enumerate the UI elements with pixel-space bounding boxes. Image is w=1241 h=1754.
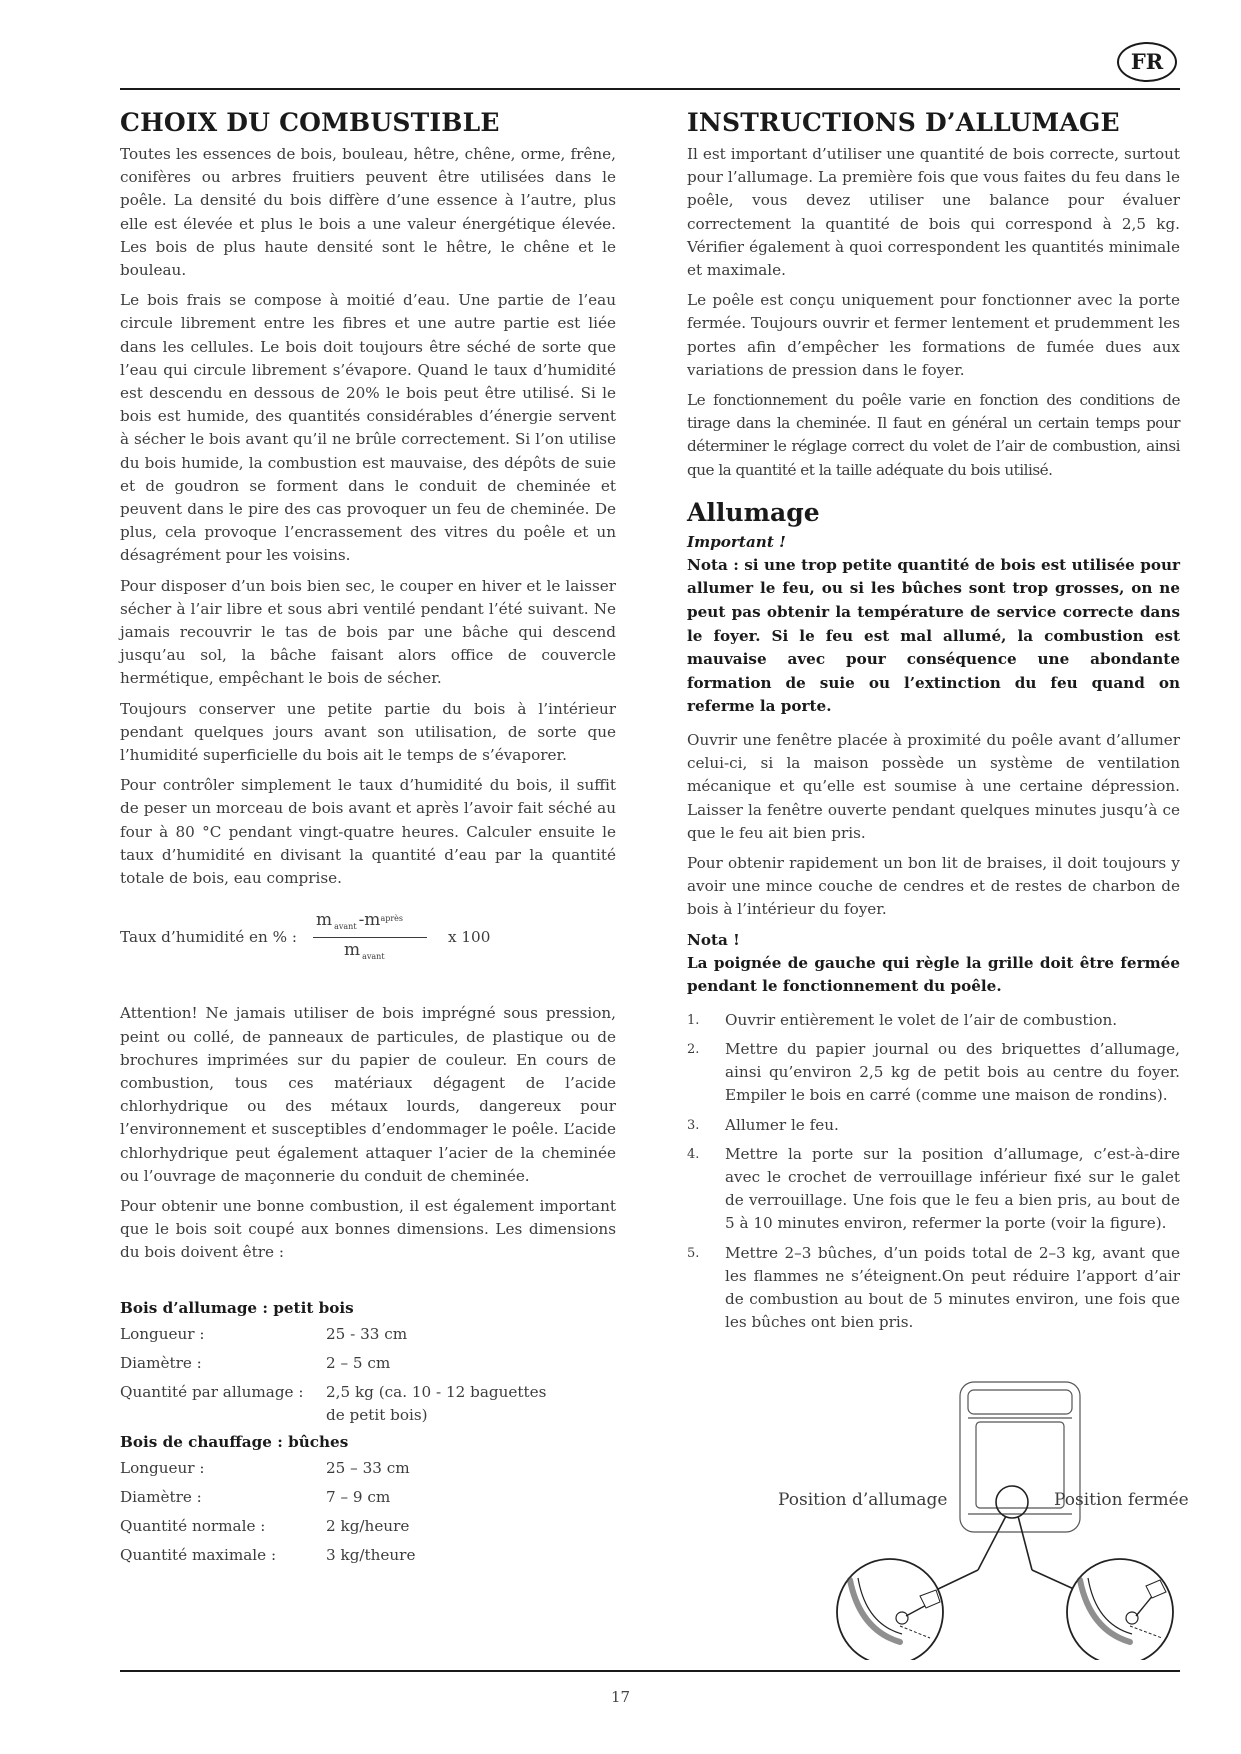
warning-note: Nota : si une trop petite quantité de bois est utilisée pour allumer le feu, ou si les bûches sont trop grosses, on ne peut pas obtenir la température de service correcte dans le foyer. Si le feu est mal allumé, la combustion est mauvaise avec pour conséquence une abondante formation de suie ou l’extinction du feu quand on referme la porte. xyxy=(687,555,1180,716)
spec-row: Longueur : 25 - 33 cm xyxy=(120,1324,408,1343)
paragraph: Pour obtenir une bonne combustion, il est également important que le bois soit coupé aux bonnes dimensions. Les dimensions du bois doivent être : xyxy=(120,1196,616,1262)
paragraph: Il est important d’utiliser une quantité de bois correcte, surtout pour l’allumage. La première fois que vous faites du feu dans le poêle, vous devez utiliser une balance pour évaluer correctement la quantité de bois qui correspond à 2,5 kg. Vérifier également à quoi correspondent les quantités minimale et maximale. xyxy=(687,145,1180,280)
paragraph: Pour disposer d’un bois bien sec, le couper en hiver et le laisser sécher à l’air libre et sous abri ventilé pendant l’été suivant. Ne jamais recouvrir le tas de bois par une bâche qui descend jusqu’au sol, la bâche faisant alors office de couvercle hermétique, empêchant le bois de sécher. xyxy=(120,576,616,688)
paragraph: Pour contrôler simplement le taux d’humidité du bois, il suffit de peser un morceau de bois avant et après l’avoir fait séché au four à 80 °C pendant vingt-quatre heures. Calculer ensuite le taux d’humidité en divisant la quantité d’eau par la quantité totale de bois, eau comprise. xyxy=(120,776,616,888)
paragraph: Toujours conserver une petite partie du bois à l’intérieur pendant quelques jours avant son utilisation, de sorte que l’humidité superficielle du bois ait le temps de s’évaporer. xyxy=(120,699,616,765)
spec-row: Diamètre : 7 – 9 cm xyxy=(120,1487,391,1506)
figure-label-lighting: Position d’allumage xyxy=(778,1490,948,1510)
list-item: 5. Mettre 2–3 bûches, d’un poids total de 2–3 kg, avant que les flammes ne s’éteignent.On peut réduire l’apport d’air de combustion au bout de 5 minutes environ, une fois que les bûches ont bien pris. xyxy=(687,1243,1180,1332)
paragraph: Le bois frais se compose à moitié d’eau. Une partie de l’eau circule librement entre les fibres et une autre partie est liée dans les cellules. Le bois doit toujours être séché de sorte que l’eau qui circule librement s’évapore. Quand le taux d’humidité est descendu en dessous de 20% le bois peut être utilisé. Si le bois est humide, des quantités considérables d’énergie servent à sécher le bois avant qu’il ne brûle correctement. Si l’on utilise du bois humide, la combustion est mauvaise, des dépôts de suie et de goudron se forment dans le conduit de cheminée et peuvent dans le pire des cas provoquer un feu de cheminée. De plus, cela provoque l’encrassement des vitres du poêle et un désagrément pour les voisins. xyxy=(120,291,616,565)
important-label: Important ! xyxy=(687,532,786,551)
header-rule xyxy=(120,88,1180,90)
fraction-bar xyxy=(313,937,427,938)
spec-row: Longueur : 25 – 33 cm xyxy=(120,1458,410,1477)
kindling-spec-list xyxy=(120,1323,616,1427)
section-title-fuel: CHOIX DU COMBUSTIBLE xyxy=(120,108,500,137)
right-column xyxy=(687,108,1180,1340)
formula-multiplier: x 100 xyxy=(448,928,491,947)
spec-row: Quantité par allumage : 2,5 kg (ca. 10 - 12 baguettes de petit bois) xyxy=(120,1382,547,1424)
humidity-formula xyxy=(120,910,616,974)
formula-denominator: m $_{avant}$ xyxy=(344,940,385,962)
spec-row: Quantité normale : 2 kg/heure xyxy=(120,1516,410,1535)
paragraph: Le poêle est conçu uniquement pour fonctionner avec la porte fermée. Toujours ouvrir et fermer lentement et prudemment les portes afin d’empêcher les formations de fumée dues aux variations de pression dans le foyer. xyxy=(687,291,1180,379)
formula-label: Taux d’humidité en % : xyxy=(120,928,298,947)
closed-position-detail-icon xyxy=(1067,1559,1173,1660)
language-badge: FR xyxy=(1117,42,1177,82)
list-item: 4. Mettre la porte sur la position d’allumage, c’est-à-dire avec le crochet de verrouillage inférieur fixé sur le galet de verrouillage. Une fois que le feu a bien pris, au bout de 5 à 10 minutes environ, refermer la porte (voir la figure). xyxy=(687,1144,1180,1233)
door-position-figure xyxy=(780,1380,1200,1660)
spec-row: Quantité maximale : 3 kg/theure xyxy=(120,1545,416,1564)
formula-numerator: m $_{avant}$ $-m^{après}$ xyxy=(316,910,403,932)
nota-label: Nota ! xyxy=(687,930,740,949)
kindling-heading: Bois d’allumage : petit bois xyxy=(120,1298,354,1317)
detail-marker-icon xyxy=(996,1486,1028,1518)
list-item: 1. Ouvrir entièrement le volet de l’air de combustion. xyxy=(687,1010,1118,1029)
page-number: 17 xyxy=(610,1688,631,1706)
footer-rule xyxy=(120,1670,1180,1672)
paragraph: Pour obtenir rapidement un bon lit de braises, il doit toujours y avoir une mince couche de cendres et de restes de charbon de bois à l’intérieur du foyer. xyxy=(687,854,1180,919)
paragraph: Ouvrir une fenêtre placée à proximité du poêle avant d’allumer celui-ci, si la maison possède un système de ventilation mécanique et qu’elle est soumise à une certaine dépression. Laisser la fenêtre ouverte pendant quelques minutes jusqu’à ce que le feu ait bien pris. xyxy=(687,731,1180,842)
subsection-title-lighting: Allumage xyxy=(687,497,820,527)
lighting-position-detail-icon xyxy=(837,1559,943,1660)
list-item: 3. Allumer le feu. xyxy=(687,1115,839,1134)
lighting-steps xyxy=(687,1009,1180,1335)
list-item: 2. Mettre du papier journal ou des briquettes d’allumage, ainsi qu’environ 2,5 kg de petit bois au centre du foyer. Empiler le bois en carré (comme une maison de rondins). xyxy=(687,1040,1180,1105)
paragraph: Le fonctionnement du poêle varie en fonction des conditions de tirage dans la cheminée. Il faut en général un certain temps pour déterminer le réglage correct du volet de l’air de combustion, ainsi que la quantité et la taille adéquate du bois utilisé. xyxy=(687,391,1180,479)
section-title-lighting: INSTRUCTIONS D’ALLUMAGE xyxy=(687,108,1120,137)
paragraph: Attention! Ne jamais utiliser de bois imprégné sous pression, peint ou collé, de panneaux de particules, de plastique ou de brochures imprimées sur du papier de couleur. En cours de combustion, tous ces matériaux dégagent de l’acide chlorhydrique ou des métaux lourds, dangereux pour l’environnement et susceptibles d’endommager le poêle. L’acide chlorhydrique peut également attaquer l’acier de la cheminée ou l’ouvrage de maçonnerie du conduit de cheminée. xyxy=(120,1004,616,1185)
logs-heading: Bois de chauffage : bûches xyxy=(120,1432,349,1451)
grate-note: La poignée de gauche qui règle la grille doit être fermée pendant le fonctionnement du poêle. xyxy=(687,953,1180,996)
paragraph: Toutes les essences de bois, bouleau, hêtre, chêne, orme, frêne, conifères ou arbres fruitiers peuvent être utilisées dans le poêle. La densité du bois diffère d’une essence à l’autre, plus elle est élevée et plus le bois a une valeur énergétique élevée. Les bois de plus haute densité sont le hêtre, le chêne et le bouleau. xyxy=(120,145,616,280)
stove-diagram xyxy=(780,1380,1200,1660)
left-column xyxy=(120,108,616,1573)
figure-label-closed: Position fermée xyxy=(1054,1490,1189,1510)
spec-row: Diamètre : 2 – 5 cm xyxy=(120,1353,391,1372)
logs-spec-list xyxy=(120,1457,616,1567)
